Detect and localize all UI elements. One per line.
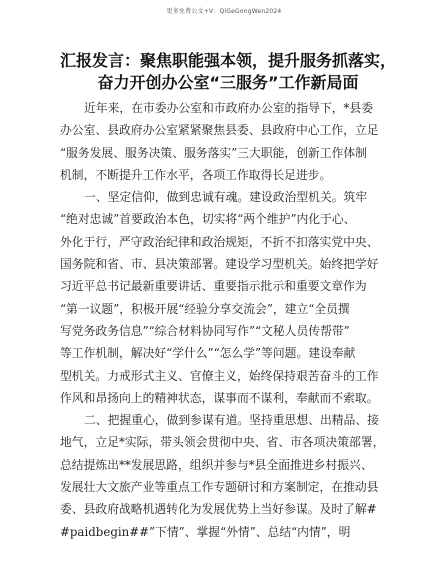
title-line-2: 奋力开创办公室“三服务”工作新局面	[97, 73, 359, 92]
body-line: 办公室、县政府办公室紧紧聚焦县委、县政府中心工作，立足	[60, 123, 379, 138]
body-line: 近年来，在市委办公室和市政府办公室的指导下，*县委	[84, 101, 374, 115]
body-line: 习近平总书记最新重要讲话、重要指示批示和重要文章作为	[60, 279, 367, 294]
body-line: 委、县政府战略机遇转化为发展优势上当好参谋。及时了解#	[60, 502, 377, 517]
body-line: 一、坚定信仰，做到忠诚有魂。建设政治型机关。筑牢	[84, 190, 368, 205]
body-line: 国务院和省、市、县决策部署。建设学习型机关。始终把学好	[60, 257, 379, 272]
body-line: #paidbegin##”下情”、掌握“外情”、总结“内情”，明	[60, 524, 351, 539]
body-line: 等工作机制，解决好“学什么”“怎么学”等问题。建设奉献	[60, 346, 356, 361]
body-line: “第一议题”，积极开展“经验分享交流会”，建立“全员撰	[60, 301, 350, 316]
header-note: 更多免费公文+V：QiGeGongWen2024	[166, 8, 282, 15]
body-line: 写党务政务信息”“综合材料协同写作”“文秘人员传帮带”	[60, 323, 350, 338]
body-line: 地气，立足*实际，带头领会贯彻中央、省、市各项决策部署，	[60, 435, 385, 450]
title-line-1: 汇报发言：聚焦职能强本领，提升服务抓落实，	[59, 51, 396, 70]
body-line: 作风和昂扬向上的精神状态，谋事而不谋利，奉献而不索取。	[60, 390, 379, 405]
body-line: 二、把握重心，做到参谋有道。坚持重思想、出精品、接	[84, 413, 379, 428]
body-line: 机制，不断提升工作水平，各项工作取得长足进步。	[60, 167, 332, 182]
body-line: 总结提炼出**发展思路，组织并参与*县全面推进乡村振兴、	[60, 457, 373, 472]
body-line: “服务发展、服务决策、服务落实”三大职能，创新工作体制	[60, 145, 367, 160]
document-body	[60, 97, 392, 543]
body-line: 型机关。力戒形式主义、官僚主义，始终保持艰苦奋斗的工作	[60, 368, 379, 383]
body-line: 发展壮大文旅产业等重点工作专题研讨和方案制定，在推动县	[60, 480, 379, 495]
body-line: 外化于行，严守政治纪律和政治规矩，不折不扣落实党中央、	[60, 234, 379, 249]
body-line: “绝对忠诚”首要政治本色，切实将“两个维护”内化于心、	[60, 212, 356, 227]
document-title	[58, 50, 398, 94]
